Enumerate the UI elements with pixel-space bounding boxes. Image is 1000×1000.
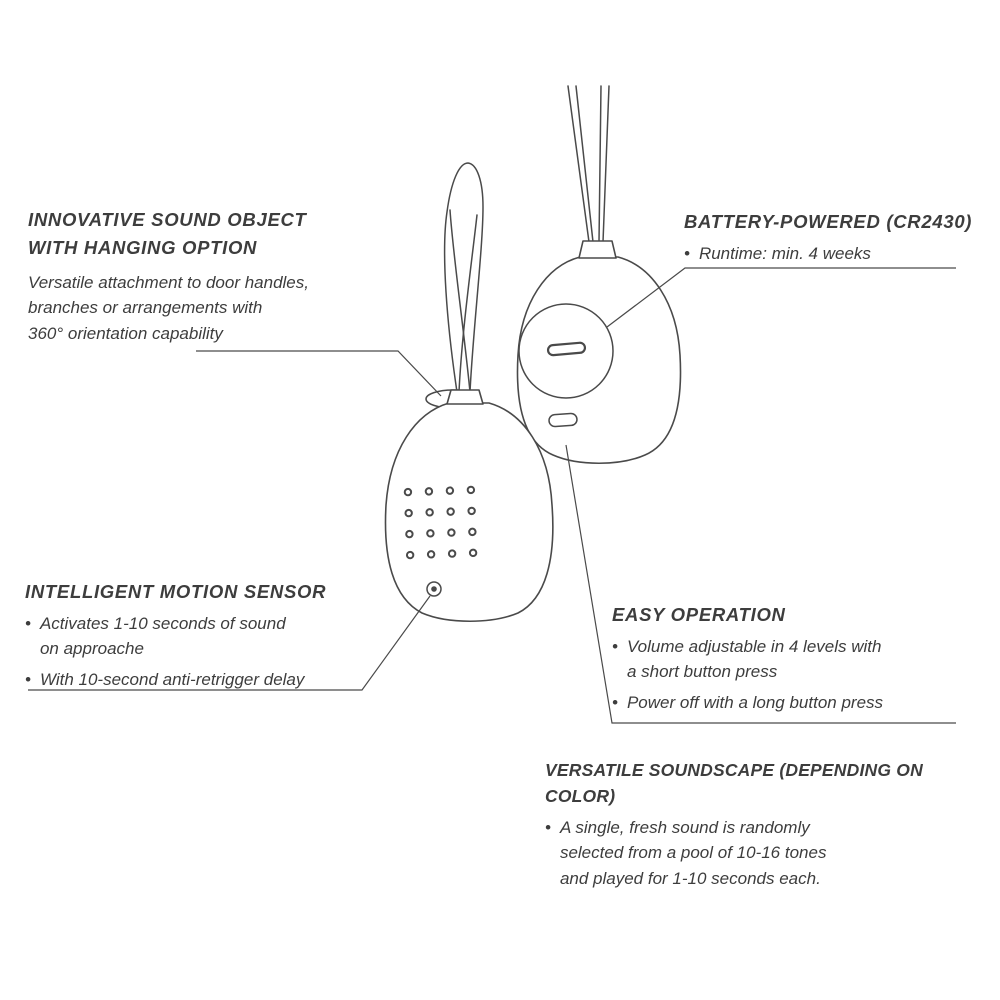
bullet-text (699, 241, 871, 267)
annotation-title: VERSATILE SOUNDSCAPE (DEPENDING ON COLOR) (545, 760, 923, 807)
loop-strand (459, 215, 477, 392)
bullet-item (25, 667, 370, 693)
annotation-body (28, 270, 338, 347)
bullet-item (612, 634, 962, 685)
bullet-text (560, 815, 827, 892)
motion-sensor-core (431, 586, 437, 592)
annotation-motion-sensor (25, 578, 370, 697)
annotation-title: BATTERY-POWERED (CR2430) (684, 211, 973, 232)
bullet-text (627, 690, 883, 716)
bullet-text (40, 611, 286, 662)
bullet-marker: • (684, 243, 690, 263)
bullet-text (627, 634, 882, 685)
bullet-line: on approache (39, 639, 144, 659)
bullet-marker: • (612, 636, 618, 656)
device-front-neck (447, 390, 483, 404)
bullet-line: Power off with a long button press (626, 692, 884, 712)
bullet-item (25, 611, 370, 662)
bullet-line: and played for 1-10 seconds each. (559, 868, 821, 888)
bullet-item (684, 241, 974, 267)
hanging-loop (445, 163, 483, 392)
bullet-list (684, 241, 974, 267)
annotation-soundscape (545, 757, 970, 896)
device-back-body (517, 257, 680, 463)
bullet-item (545, 815, 970, 892)
bullet-line: a short button press (626, 662, 778, 682)
annotation-easy-operation (612, 601, 962, 720)
bullet-line: Volume adjustable in 4 levels with (626, 636, 882, 656)
bullet-text (40, 667, 304, 693)
device-back-neck (579, 241, 616, 258)
loop-outline (445, 163, 483, 392)
body-line: Versatile attachment to door handles, (28, 272, 309, 292)
bullet-list (545, 815, 970, 892)
annotation-title: EASY OPERATION (612, 604, 786, 625)
bullet-marker: • (25, 669, 31, 689)
bullet-list (612, 634, 962, 716)
annotation-title: INTELLIGENT MOTION SENSOR (25, 581, 327, 602)
cord-line (599, 86, 601, 242)
bullet-marker: • (25, 613, 31, 633)
bullet-line: selected from a pool of 10-16 tones (559, 843, 827, 862)
annotation-title: INNOVATIVE SOUND OBJECT (28, 209, 307, 230)
bullet-marker: • (612, 692, 618, 712)
bullet-marker: • (545, 817, 551, 837)
bullet-line: With 10-second anti-retrigger delay (39, 669, 305, 689)
body-line: 360° orientation capability (28, 323, 223, 343)
bullet-line: A single, fresh sound is randomly (559, 817, 810, 837)
leader-line-hanging (196, 351, 441, 396)
annotation-battery (684, 208, 974, 271)
bullet-list (25, 611, 370, 693)
cord-line (603, 86, 609, 242)
bullet-line: Runtime: min. 4 weeks (698, 243, 871, 263)
bullet-item (612, 690, 962, 716)
bullet-line: Activates 1-10 seconds of sound (39, 613, 286, 633)
annotation-title: WITH HANGING OPTION (28, 236, 258, 258)
annotation-hanging-option (28, 206, 338, 346)
hanging-cords (568, 86, 609, 242)
body-line: branches or arrangements with (28, 298, 263, 317)
